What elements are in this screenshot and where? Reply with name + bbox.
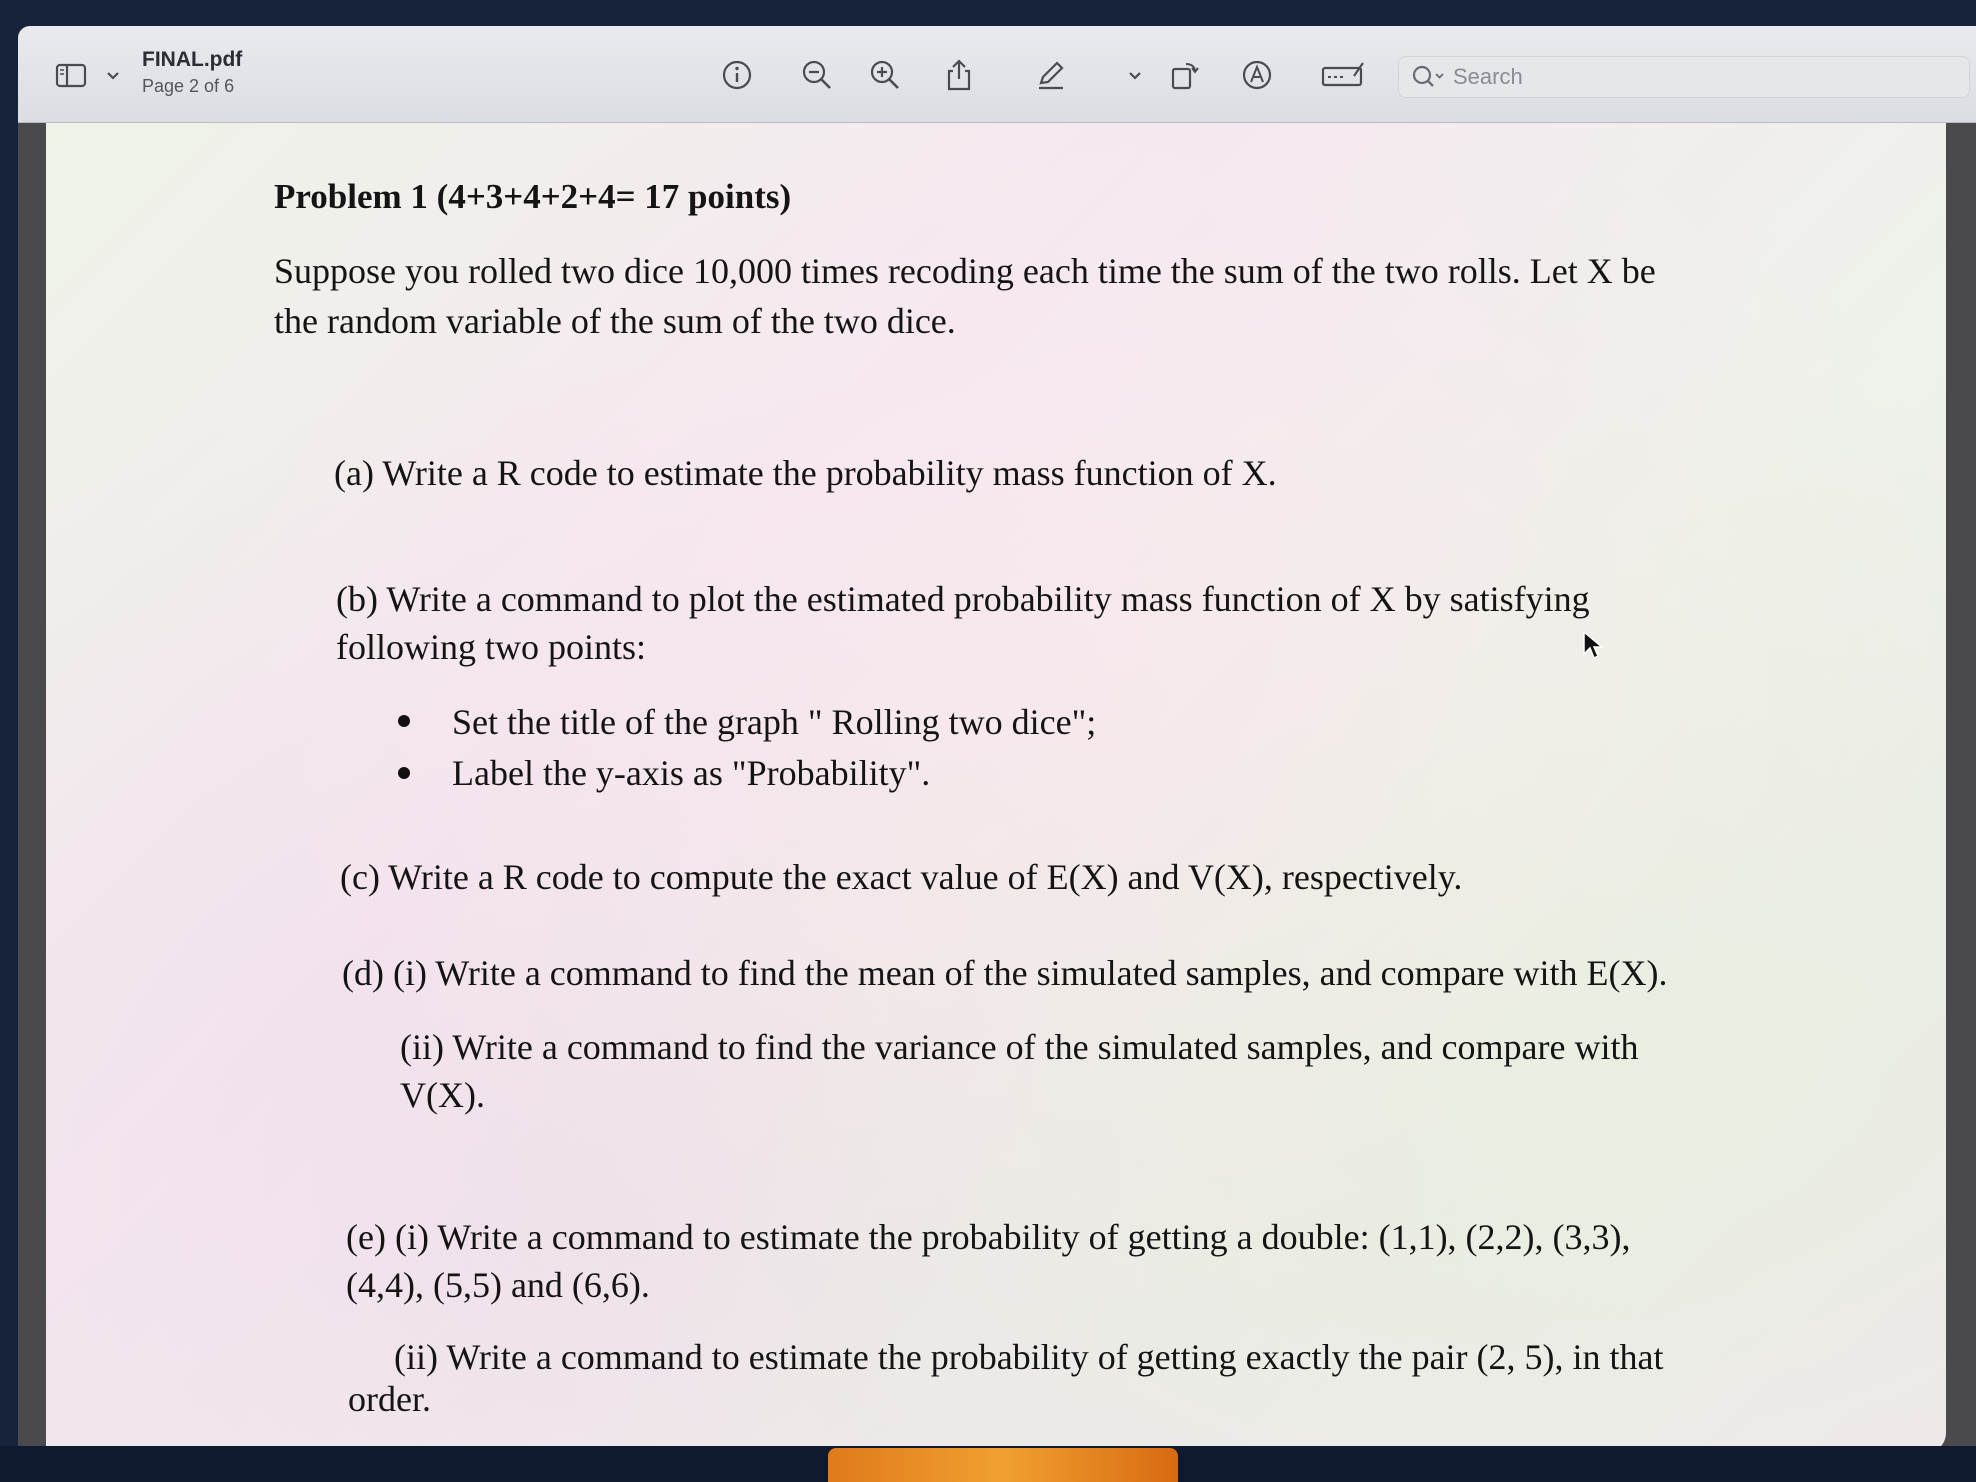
part-e-i-line-1: (e) (i) Write a command to estimate the probability of getting a double: (1,1), (2,2), (3,3), xyxy=(346,1217,1631,1257)
chevron-down-icon[interactable] xyxy=(1118,58,1138,92)
part-a: (a) Write a R code to estimate the probability mass function of X. xyxy=(334,453,1277,493)
part-c: (c) Write a R code to compute the exact value of E(X) and V(X), respectively. xyxy=(340,857,1463,897)
part-e-ii-line-2: order. xyxy=(348,1379,431,1419)
part-e-i-line-2: (4,4), (5,5) and (6,6). xyxy=(346,1265,650,1305)
bullet-marker xyxy=(398,715,410,727)
intro-line-1: Suppose you rolled two dice 10,000 times recoding each time the sum of the two rolls. Let X be xyxy=(274,251,1656,291)
chevron-down-icon[interactable] xyxy=(96,58,116,92)
info-icon[interactable] xyxy=(720,58,754,92)
zoom-out-icon[interactable] xyxy=(800,58,834,92)
pdf-viewer-window xyxy=(18,26,1976,1446)
form-fill-icon[interactable] xyxy=(1320,58,1366,92)
desktop-decoration xyxy=(828,1448,1178,1482)
part-d-ii-line-1: (ii) Write a command to find the variance of the simulated samples, and compare with xyxy=(400,1027,1639,1067)
search-input[interactable] xyxy=(1451,63,1935,91)
part-b-line-2: following two points: xyxy=(336,627,647,667)
bullet-ylabel-requirement: Label the y-axis as "Probability". xyxy=(452,753,931,793)
sidebar-toggle-icon[interactable] xyxy=(54,58,88,92)
zoom-in-icon[interactable] xyxy=(868,58,902,92)
bullet-title-requirement: Set the title of the graph " Rolling two dice"; xyxy=(452,702,1097,742)
annotate-icon[interactable] xyxy=(1240,58,1274,92)
part-d-i: (d) (i) Write a command to find the mean of the simulated samples, and compare with E(X). xyxy=(342,953,1668,993)
problem-title: Problem 1 (4+3+4+2+4= 17 points) xyxy=(274,177,792,216)
bullet-marker xyxy=(398,767,410,779)
intro-line-2: the random variable of the sum of the two dice. xyxy=(274,301,956,341)
share-icon[interactable] xyxy=(942,58,976,92)
pdf-page xyxy=(46,123,1946,1446)
rotate-icon[interactable] xyxy=(1168,58,1202,92)
markup-pen-icon[interactable] xyxy=(1034,58,1068,92)
search-icon xyxy=(1411,63,1445,91)
document-file-name: FINAL.pdf xyxy=(142,48,243,71)
toolbar xyxy=(18,26,1976,123)
part-b-line-1: (b) Write a command to plot the estimated probability mass function of X by satisfying xyxy=(336,579,1590,619)
mouse-cursor-icon xyxy=(1582,630,1604,665)
part-e-ii-line-1: (ii) Write a command to estimate the probability of getting exactly the pair (2, 5), in that xyxy=(394,1337,1664,1377)
part-d-ii-line-2: V(X). xyxy=(400,1075,485,1115)
search-field[interactable] xyxy=(1398,56,1970,98)
page-indicator: Page 2 of 6 xyxy=(142,76,235,96)
